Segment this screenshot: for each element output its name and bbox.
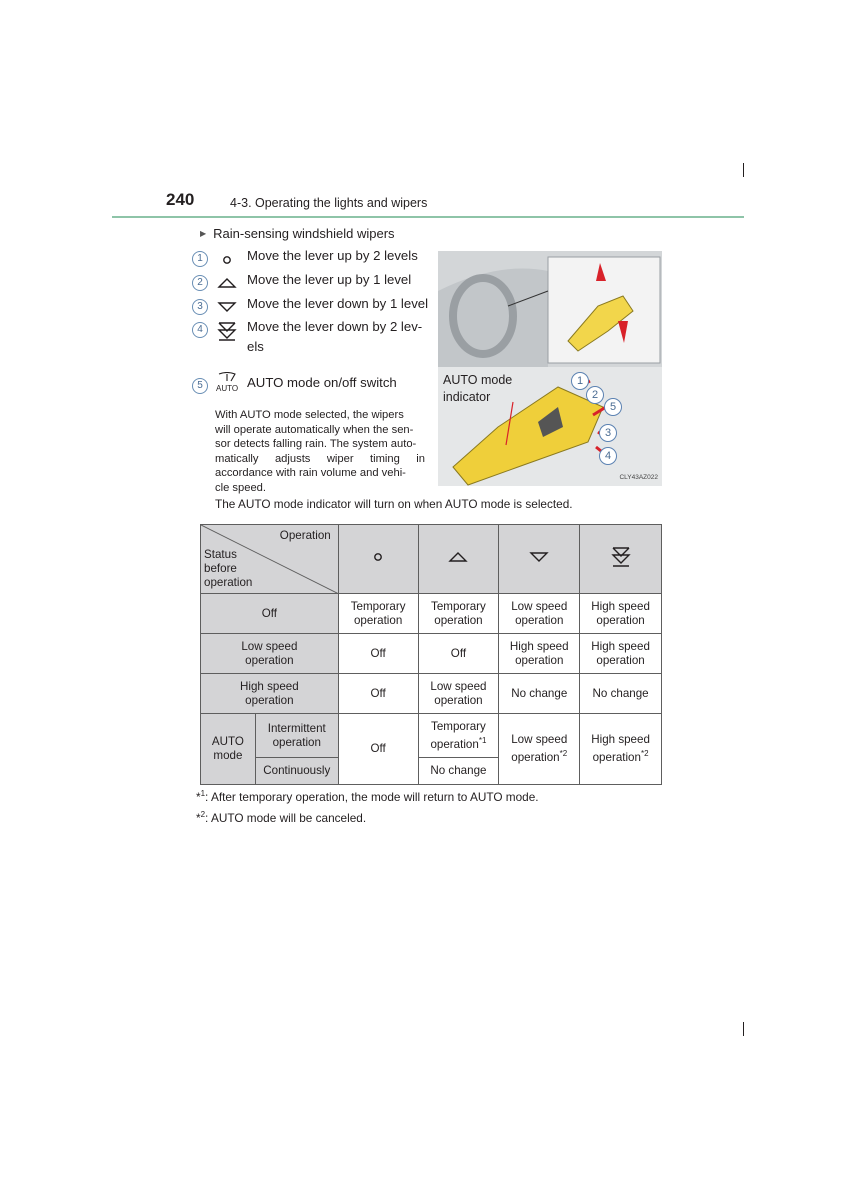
col-header-down bbox=[499, 525, 580, 594]
status-line: Status bbox=[204, 548, 237, 561]
status-line: before bbox=[204, 562, 237, 575]
callout-5: 5 bbox=[604, 398, 622, 416]
footnote-2: *$^2$: AUTO mode will be canceled. bbox=[196, 810, 367, 825]
bullet-heading-text: Rain-sensing windshield wipers bbox=[213, 226, 395, 241]
step-4 bbox=[192, 319, 423, 354]
double-down-triangle-icon bbox=[216, 321, 238, 343]
indicator-label-line1: AUTO mode bbox=[443, 373, 513, 387]
paragraph-line: accordance with rain volume and vehi- bbox=[215, 467, 406, 479]
status-header bbox=[204, 548, 252, 590]
row-label: High speed operation bbox=[201, 674, 339, 714]
crop-mark-bottom bbox=[743, 1022, 744, 1036]
image-code: CLY43AZ022 bbox=[619, 474, 658, 481]
table-cell: Temporary operation bbox=[418, 594, 499, 634]
indicator-note: The AUTO mode indicator will turn on when AUTO mode is selected. bbox=[215, 497, 573, 511]
col-header-circle bbox=[338, 525, 418, 594]
step-text: AUTO mode on/off switch bbox=[247, 375, 397, 390]
step-number: 3 bbox=[192, 299, 208, 315]
callout-4: 4 bbox=[599, 447, 617, 465]
auto-wiper-label: AUTO bbox=[216, 384, 239, 393]
auto-wiper-icon bbox=[216, 372, 238, 384]
step-3 bbox=[192, 296, 429, 315]
table-cell: No change bbox=[418, 758, 499, 785]
table-row-auto-intermittent bbox=[201, 714, 662, 758]
callout-2: 2 bbox=[586, 386, 604, 404]
col-header-double-down bbox=[580, 525, 662, 594]
table-cell: Temporary operation$^{*1}$ bbox=[418, 714, 499, 758]
step-number: 2 bbox=[192, 275, 208, 291]
section-title: 4-3. Operating the lights and wipers bbox=[230, 196, 428, 210]
up-triangle-icon bbox=[447, 549, 469, 565]
table-cell: Low speed operation bbox=[418, 674, 499, 714]
table-cell: Off bbox=[338, 714, 418, 785]
indicator-label-line2: indicator bbox=[443, 390, 491, 404]
table-cell: Off bbox=[338, 674, 418, 714]
step-1 bbox=[192, 248, 418, 267]
callout-1: 1 bbox=[571, 372, 589, 390]
dashboard-view bbox=[438, 251, 662, 367]
down-triangle-icon bbox=[528, 549, 550, 565]
step-2 bbox=[192, 272, 412, 291]
table-cell: High speed operation$^{*2}$ bbox=[580, 714, 662, 785]
paragraph-line: sor detects falling rain. The system auto- bbox=[215, 438, 417, 450]
paragraph-line: cle speed. bbox=[215, 481, 266, 494]
table-cell: High speed operation bbox=[580, 634, 662, 674]
row-label-auto: AUTO mode bbox=[201, 714, 256, 785]
paragraph-line: matically adjusts wiper timing in bbox=[215, 452, 425, 465]
down-triangle-icon bbox=[216, 298, 238, 314]
step-text: Move the lever down by 1 level bbox=[247, 296, 429, 311]
circle-icon bbox=[367, 549, 389, 565]
footnote-1: *$^1$: After temporary operation, the mode will return to AUTO mode. bbox=[196, 789, 539, 804]
table-cell: No change bbox=[499, 674, 580, 714]
circle-icon bbox=[216, 250, 238, 266]
paragraph-line: will operate automatically when the sen- bbox=[215, 423, 414, 436]
table-cell: Off bbox=[338, 634, 418, 674]
description-paragraph bbox=[215, 408, 425, 495]
step-text: Move the lever down by 2 lev- bbox=[247, 319, 423, 334]
step-number: 4 bbox=[192, 322, 208, 338]
operation-header: Operation bbox=[279, 529, 331, 542]
table-row-low bbox=[201, 634, 662, 674]
table-corner-header bbox=[201, 525, 339, 594]
wiper-operation-table bbox=[200, 524, 662, 785]
row-sublabel: Continuously bbox=[255, 758, 338, 785]
table-cell: Low speed operation bbox=[499, 594, 580, 634]
double-down-triangle-icon bbox=[610, 546, 632, 568]
step-number: 5 bbox=[192, 378, 208, 394]
step-5 bbox=[192, 375, 397, 394]
wiper-lever-illustration bbox=[438, 251, 662, 486]
col-header-up bbox=[418, 525, 499, 594]
table-cell: Off bbox=[418, 634, 499, 674]
status-line: operation bbox=[204, 576, 253, 589]
page-header bbox=[112, 188, 744, 218]
table-cell: Low speed operation$^{*2}$ bbox=[499, 714, 580, 785]
auto-mode-indicator-label bbox=[443, 372, 512, 406]
up-triangle-icon bbox=[216, 274, 238, 290]
table-row-high bbox=[201, 674, 662, 714]
page-number: 240 bbox=[166, 190, 195, 209]
step-text: Move the lever up by 1 level bbox=[247, 272, 412, 287]
bullet-heading bbox=[200, 226, 395, 241]
bullet-triangle-icon: ▶ bbox=[200, 229, 207, 238]
row-label: Low speed operation bbox=[201, 634, 339, 674]
callout-3: 3 bbox=[599, 424, 617, 442]
header-divider bbox=[112, 216, 744, 218]
row-label: Off bbox=[201, 594, 339, 634]
table-cell: High speed operation bbox=[499, 634, 580, 674]
table-cell: Temporary operation bbox=[338, 594, 418, 634]
row-sublabel: Intermittent operation bbox=[255, 714, 338, 758]
table-row-off bbox=[201, 594, 662, 634]
paragraph-line: With AUTO mode selected, the wipers bbox=[215, 409, 404, 421]
table-cell: No change bbox=[580, 674, 662, 714]
step-number: 1 bbox=[192, 251, 208, 267]
step-text: Move the lever up by 2 levels bbox=[247, 248, 418, 263]
table-cell: High speed operation bbox=[580, 594, 662, 634]
step-text-cont: els bbox=[247, 339, 264, 354]
crop-mark-top bbox=[743, 163, 744, 177]
dashboard-drawing bbox=[438, 251, 662, 367]
